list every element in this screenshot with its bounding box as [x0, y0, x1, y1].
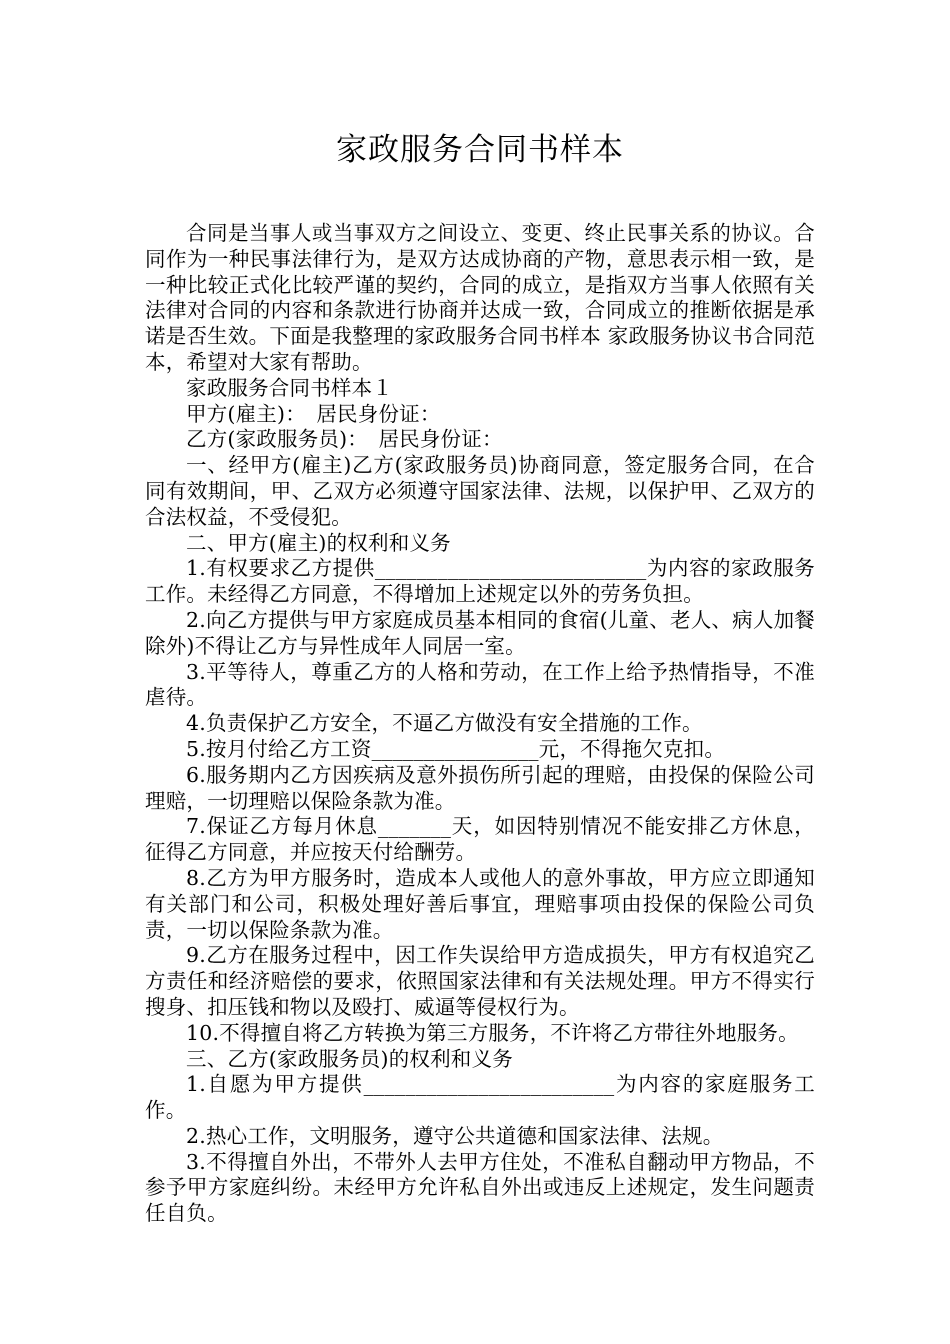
clause-a7-post: 天，如因特别情况不能安排乙方休息，征得乙方同意，并应按天付给酬劳。 — [145, 814, 815, 865]
clause-b3: 3.不得擅自外出，不带外人去甲方住处，不准私自翻动甲方物品，不参予甲方家庭纠纷。未经甲方允许私自外出或违反上述规定，发生问题责任自负。 — [145, 1149, 815, 1226]
clause-a5-post: 元，不得拖欠克扣。 — [538, 736, 726, 761]
clause-b1-post: 为内容的家庭服务工作。 — [145, 1072, 815, 1123]
section-1: 一、经甲方(雇主)乙方(家政服务员)协商同意，签定服务合同，在合同有效期间，甲、乙双方必须遵守国家法律、法规，以保护甲、乙双方的合法权益，不受侵犯。 — [145, 453, 815, 529]
document-page — [145, 122, 815, 1227]
clause-b1-blank: ________________________ — [363, 1072, 615, 1097]
clause-b1 — [145, 1072, 815, 1124]
clause-a1-pre: 1.有权要求乙方提供 — [186, 556, 375, 581]
clause-a9: 9.乙方在服务过程中，因工作失误给甲方造成损失，甲方有权追究乙方责任和经济赔偿的要求，依照国家法律和有关法规处理。甲方不得实行搜身、扣压钱和物以及殴打、威逼等侵权行为。 — [145, 943, 815, 1019]
clause-a5-blank: ________________ — [371, 736, 539, 761]
clause-b2: 2.热心工作，文明服务，遵守公共道德和国家法律、法规。 — [186, 1123, 724, 1148]
clause-a8: 8.乙方为甲方服务时，造成本人或他人的意外事故，甲方应立即通知有关部门和公司，积极处理好善后事宜，理赔事项由投保的保险公司负责，一切以保险条款为准。 — [145, 865, 815, 942]
clause-a7-pre: 7.保证乙方每月休息 — [186, 814, 378, 839]
sample-heading: 家政服务合同书样本１ — [186, 375, 393, 400]
clause-a1 — [145, 556, 815, 608]
document-title: 家政服务合同书样本 — [336, 132, 624, 168]
clause-a1-blank: __________________________ — [374, 556, 647, 581]
clause-a2: 2.向乙方提供与甲方家庭成员基本相同的食宿(儿童、老人、病人加餐除外)不得让乙方与异性成年人同居一室。 — [145, 607, 815, 658]
clause-a5 — [145, 737, 815, 763]
section-3-heading: 三、乙方(家政服务员)的权利和义务 — [186, 1046, 513, 1071]
party-a-line: 甲方(雇主)： 居民身份证： — [186, 401, 441, 426]
clause-a3: 3.平等待人，尊重乙方的人格和劳动，在工作上给予热情指导，不准虐待。 — [145, 659, 815, 710]
clause-a4: 4.负责保护乙方安全，不逼乙方做没有安全措施的工作。 — [186, 711, 703, 736]
clause-a5-pre: 5.按月付给乙方工资 — [186, 736, 372, 761]
clause-a6: 6.服务期内乙方因疾病及意外损伤所引起的理赔，由投保的保险公司理赔，一切理赔以保险条款为准。 — [145, 762, 815, 813]
clause-a7 — [145, 814, 815, 866]
clause-a1-post: 为内容的家政服务工作。未经得乙方同意，不得增加上述规定以外的劳务负担。 — [145, 556, 815, 607]
intro-paragraph: 合同是当事人或当事双方之间设立、变更、终止民事关系的协议。合同作为一种民事法律行为，是双方达成协商的产物，意思表示相一致，是一种比较正式化比较严谨的契约，合同的成立，是指双方当事人依照有关法律对合同的内容和条款进行协商并达成一致，合同成立的推断依据是承诺是否生效。下面是我整理的家政服务合同书样本 家政服务协议书合同范本，希望对大家有帮助。 — [145, 221, 815, 374]
clause-a7-blank: _______ — [377, 814, 452, 839]
clause-b1-pre: 1.自愿为甲方提供 — [186, 1072, 364, 1097]
section-2-heading: 二、甲方(雇主)的权利和义务 — [186, 530, 451, 555]
clause-a10: 10.不得擅自将乙方转换为第三方服务，不许将乙方带往外地服务。 — [186, 1020, 799, 1045]
party-b-line: 乙方(家政服务员)： 居民身份证： — [186, 427, 503, 452]
